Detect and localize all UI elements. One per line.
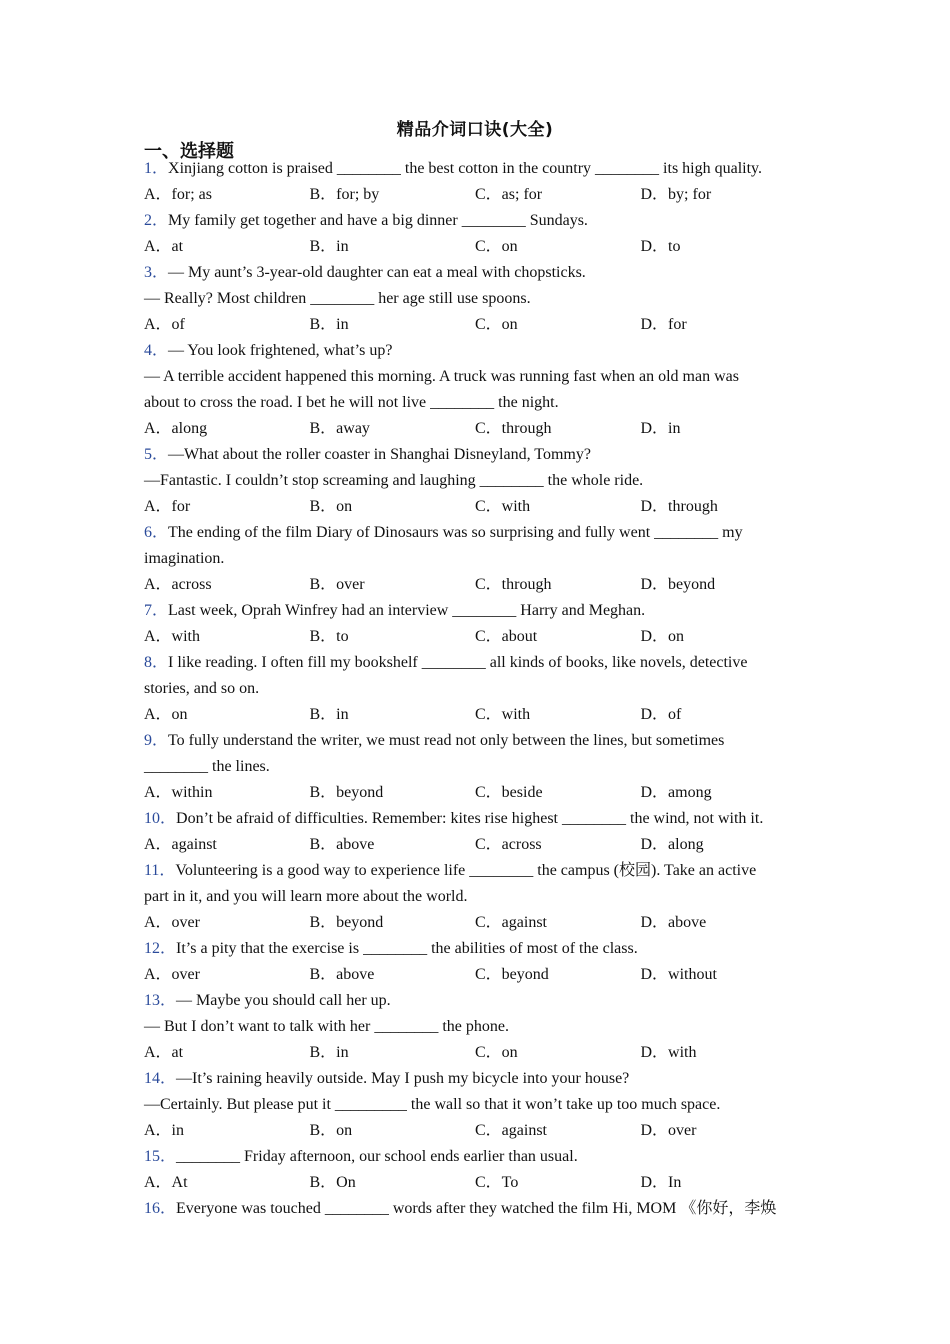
answer-option-c: C．through (475, 420, 552, 437)
question-text: part in it, and you will learn more about the world. (144, 888, 468, 905)
question-7 (144, 598, 814, 650)
question-line (144, 338, 814, 364)
question-number: 8． (144, 654, 169, 671)
question-number: 3． (144, 264, 169, 281)
question-3 (144, 260, 814, 338)
answer-option-c: C．To (475, 1174, 519, 1191)
question-4 (144, 338, 814, 442)
answer-options (144, 780, 814, 806)
answer-options (144, 494, 814, 520)
answer-options (144, 312, 814, 338)
answer-option-b: B．On (309, 1174, 356, 1191)
question-line (144, 364, 814, 390)
question-line (144, 1144, 814, 1170)
answer-options (144, 234, 814, 260)
question-10 (144, 806, 814, 858)
question-6 (144, 520, 814, 598)
answer-option-d: D．without (640, 966, 717, 983)
question-14 (144, 1066, 814, 1144)
question-line (144, 1092, 814, 1118)
answer-option-a: A．At (144, 1174, 188, 1191)
question-number: 12． (144, 940, 177, 957)
answer-option-b: B．above (309, 836, 375, 853)
question-number: 2． (144, 212, 169, 229)
question-text: — A terrible accident happened this morning. A truck was running fast when an old man was (144, 368, 739, 385)
answer-option-b: B．in (309, 1044, 349, 1061)
question-text: ________ the lines. (144, 758, 270, 775)
answer-option-b: B．above (309, 966, 375, 983)
question-text: Everyone was touched ________ words after they watched the film Hi, MOM 《你好，李焕 (176, 1200, 777, 1217)
answer-option-c: C．about (475, 628, 538, 645)
question-line (144, 260, 814, 286)
question-line (144, 728, 814, 754)
answer-options (144, 1118, 814, 1144)
answer-option-d: D．to (640, 238, 681, 255)
answer-options (144, 624, 814, 650)
answer-option-a: A．against (144, 836, 217, 853)
question-line (144, 286, 814, 312)
answer-option-b: B．in (309, 316, 349, 333)
question-text: —Fantastic. I couldn’t stop screaming and laughing ________ the whole ride. (144, 472, 644, 489)
answer-option-b: B．away (309, 420, 370, 437)
answer-option-a: A．of (144, 316, 185, 333)
answer-option-b: B．on (309, 498, 353, 515)
answer-options (144, 572, 814, 598)
answer-option-d: D．by; for (640, 186, 712, 203)
question-number: 13． (144, 992, 177, 1009)
answer-option-c: C．with (475, 498, 531, 515)
answer-option-c: C．across (475, 836, 542, 853)
answer-option-a: A．over (144, 966, 200, 983)
answer-options (144, 1170, 814, 1196)
answer-option-a: A．at (144, 238, 184, 255)
question-number: 14． (144, 1070, 177, 1087)
question-text: Last week, Oprah Winfrey had an interview ________ Harry and Meghan. (168, 602, 646, 619)
question-number: 7． (144, 602, 169, 619)
answer-option-a: A．over (144, 914, 200, 931)
answer-option-d: D．over (640, 1122, 697, 1139)
answer-option-b: B．on (309, 1122, 353, 1139)
answer-option-c: C．against (475, 914, 547, 931)
answer-option-a: A．within (144, 784, 213, 801)
answer-option-d: D．In (640, 1174, 682, 1191)
question-line (144, 390, 814, 416)
question-text: My family get together and have a big dinner ________ Sundays. (168, 212, 588, 229)
answer-option-c: C．through (475, 576, 552, 593)
question-number: 11． (144, 862, 176, 879)
question-line (144, 754, 814, 780)
answer-option-d: D．for (640, 316, 687, 333)
answer-options (144, 832, 814, 858)
question-8 (144, 650, 814, 728)
question-text: I like reading. I often fill my bookshelf ________ all kinds of books, like novels, detective (168, 654, 748, 671)
answer-option-a: A．along (144, 420, 208, 437)
question-text: imagination. (144, 550, 225, 567)
answer-option-b: B．in (309, 706, 349, 723)
question-text: To fully understand the writer, we must read not only between the lines, but sometimes (168, 732, 725, 749)
question-text: — You look frightened, what’s up? (168, 342, 393, 359)
question-list (144, 156, 814, 1222)
question-text: — But I don’t want to talk with her ________ the phone. (144, 1018, 509, 1035)
question-line (144, 858, 814, 884)
question-16 (144, 1196, 814, 1222)
question-line (144, 442, 814, 468)
question-line (144, 208, 814, 234)
answer-options (144, 182, 814, 208)
question-12 (144, 936, 814, 988)
answer-options (144, 962, 814, 988)
answer-option-c: C．as; for (475, 186, 543, 203)
question-number: 16． (144, 1200, 177, 1217)
question-line (144, 598, 814, 624)
question-1 (144, 156, 814, 208)
answer-option-c: C．beyond (475, 966, 549, 983)
answer-option-d: D．along (640, 836, 704, 853)
question-number: 4． (144, 342, 169, 359)
question-line (144, 676, 814, 702)
question-number: 1． (144, 160, 169, 177)
question-number: 6． (144, 524, 169, 541)
question-text: Don’t be afraid of difficulties. Remember: kites rise highest ________ the wind, not with it. (176, 810, 764, 827)
answer-option-b: B．over (309, 576, 365, 593)
question-line (144, 806, 814, 832)
question-line (144, 546, 814, 572)
answer-option-d: D．among (640, 784, 712, 801)
question-text: ________ Friday afternoon, our school ends earlier than usual. (176, 1148, 578, 1165)
answer-option-d: D．through (640, 498, 718, 515)
question-15 (144, 1144, 814, 1196)
answer-option-a: A．on (144, 706, 188, 723)
question-line (144, 1014, 814, 1040)
question-text: —Certainly. But please put it _________ the wall so that it won’t take up too much space. (144, 1096, 721, 1113)
answer-options (144, 416, 814, 442)
answer-option-a: A．for; as (144, 186, 212, 203)
answer-option-a: A．in (144, 1122, 185, 1139)
question-line (144, 156, 814, 182)
question-text: — Really? Most children ________ her age still use spoons. (144, 290, 531, 307)
question-number: 15． (144, 1148, 177, 1165)
answer-option-b: B．to (309, 628, 349, 645)
answer-option-a: A．for (144, 498, 191, 515)
answer-option-b: B．in (309, 238, 349, 255)
question-line (144, 1196, 814, 1222)
question-number: 10． (144, 810, 177, 827)
question-13 (144, 988, 814, 1066)
question-11 (144, 858, 814, 936)
answer-option-c: C．with (475, 706, 531, 723)
question-text: — Maybe you should call her up. (176, 992, 391, 1009)
answer-option-c: C．beside (475, 784, 543, 801)
question-text: about to cross the road. I bet he will not live ________ the night. (144, 394, 559, 411)
question-9 (144, 728, 814, 806)
question-line (144, 936, 814, 962)
question-line (144, 468, 814, 494)
answer-option-a: A．with (144, 628, 201, 645)
answer-option-a: A．at (144, 1044, 184, 1061)
question-text: The ending of the film Diary of Dinosaurs was so surprising and fully went ________ my (168, 524, 743, 541)
question-text: — My aunt’s 3-year-old daughter can eat a meal with chopsticks. (168, 264, 586, 281)
question-text: Xinjiang cotton is praised ________ the best cotton in the country ________ its high quality. (168, 160, 763, 177)
answer-option-d: D．of (640, 706, 682, 723)
answer-option-d: D．on (640, 628, 685, 645)
question-text: Volunteering is a good way to experience life ________ the campus (校园). Take an active (175, 862, 757, 879)
answer-option-c: C．on (475, 238, 518, 255)
question-line (144, 650, 814, 676)
question-line (144, 520, 814, 546)
answer-options (144, 1040, 814, 1066)
question-line (144, 884, 814, 910)
question-text: stories, and so on. (144, 680, 260, 697)
answer-options (144, 702, 814, 728)
answer-option-c: C．on (475, 316, 518, 333)
question-number: 5． (144, 446, 169, 463)
question-2 (144, 208, 814, 260)
question-5 (144, 442, 814, 520)
answer-option-c: C．against (475, 1122, 547, 1139)
answer-option-d: D．with (640, 1044, 697, 1061)
answer-option-d: D．above (640, 914, 707, 931)
answer-option-b: B．beyond (309, 784, 384, 801)
answer-option-d: D．in (640, 420, 681, 437)
page-title: 精品介词口诀(大全) (396, 120, 554, 140)
answer-option-a: A．across (144, 576, 212, 593)
answer-option-b: B．for; by (309, 186, 380, 203)
answer-options (144, 910, 814, 936)
question-number: 9． (144, 732, 169, 749)
question-text: —It’s raining heavily outside. May I push my bicycle into your house? (176, 1070, 630, 1087)
answer-option-c: C．on (475, 1044, 518, 1061)
question-text: It’s a pity that the exercise is ________ the abilities of most of the class. (176, 940, 638, 957)
answer-option-d: D．beyond (640, 576, 716, 593)
answer-option-b: B．beyond (309, 914, 384, 931)
section-heading: 一、选择题 (144, 141, 234, 162)
question-line (144, 1066, 814, 1092)
question-line (144, 988, 814, 1014)
question-text: —What about the roller coaster in Shanghai Disneyland, Tommy? (168, 446, 591, 463)
